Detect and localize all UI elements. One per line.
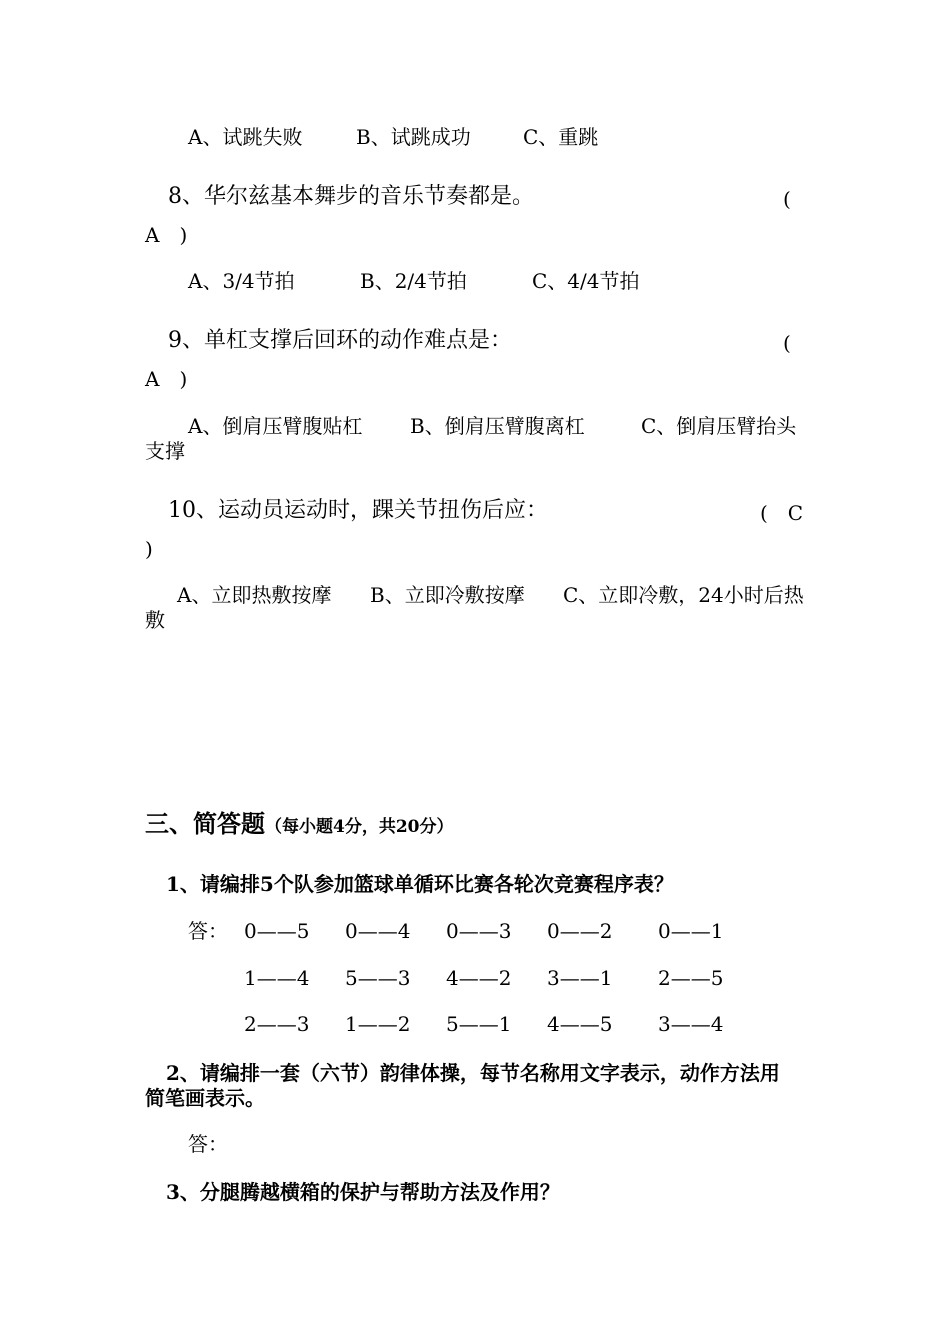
q9-option-c: C、倒肩压臂抬头 [641,414,797,438]
q10-option-b: B、立即冷敷按摩 [370,583,525,607]
section-heading [145,811,454,840]
schedule-cell: 4——5 [547,1012,613,1036]
schedule-cell: 0——1 [658,919,724,943]
schedule-cell: 0——4 [345,919,411,943]
q8-option-c: C、4/4节拍 [532,269,640,293]
schedule-cell: 3——4 [658,1012,724,1036]
q9-option-b: B、倒肩压臂腹离杠 [410,414,585,438]
q10-answer: ) [145,537,153,561]
q9-option-a: A、倒肩压臂腹贴杠 [188,414,363,438]
schedule-cell: 3——1 [547,966,613,990]
q7-option-c: C、重跳 [523,125,599,149]
q8-paren: ( [783,187,791,211]
section-note: （每小题4分，共20分） [265,817,454,837]
q10-option-c-cont: 敷 [145,608,165,632]
q10-stem: 10、运动员运动时，踝关节扭伤后应： [168,498,548,523]
q9-answer: A ) [145,367,188,391]
section-title: 三、简答题 [145,809,265,838]
q7-option-b: B、试跳成功 [356,125,471,149]
q10-option-c: C、立即冷敷，24小时后热 [563,583,804,607]
q10-option-a: A、立即热敷按摩 [177,583,332,607]
schedule-cell: 5——3 [345,966,411,990]
q10-paren: ( C [760,501,804,525]
q9-stem: 9、单杠支撑后回环的动作难点是： [168,328,512,353]
schedule-cell: 2——3 [244,1012,310,1036]
q8-answer: A ) [145,223,188,247]
schedule-cell: 4——2 [446,966,512,990]
sq2-stem-cont: 简笔画表示。 [145,1086,265,1110]
sq2-stem: 2、请编排一套（六节）韵律体操，每节名称用文字表示，动作方法用 [166,1061,780,1085]
schedule-cell: 0——5 [244,919,310,943]
schedule-cell: 5——1 [446,1012,512,1036]
q8-option-a: A、3/4节拍 [188,269,295,293]
q7-option-a: A、试跳失败 [188,125,303,149]
q8-option-b: B、2/4节拍 [360,269,467,293]
schedule-cell: 2——5 [658,966,724,990]
schedule-cell: 1——2 [345,1012,411,1036]
sq1-answer-label: 答： [188,919,228,943]
schedule-cell: 1——4 [244,966,310,990]
q8-stem: 8、华尔兹基本舞步的音乐节奏都是。 [168,184,534,209]
q9-paren: ( [783,331,791,355]
schedule-cell: 0——3 [446,919,512,943]
sq3-stem: 3、分腿腾越横箱的保护与帮助方法及作用？ [166,1180,560,1204]
schedule-cell: 0——2 [547,919,613,943]
q9-option-c-cont: 支撑 [145,439,185,463]
sq1-stem: 1、请编排5个队参加篮球单循环比赛各轮次竞赛程序表？ [166,872,674,896]
sq2-answer-label: 答： [188,1132,228,1156]
